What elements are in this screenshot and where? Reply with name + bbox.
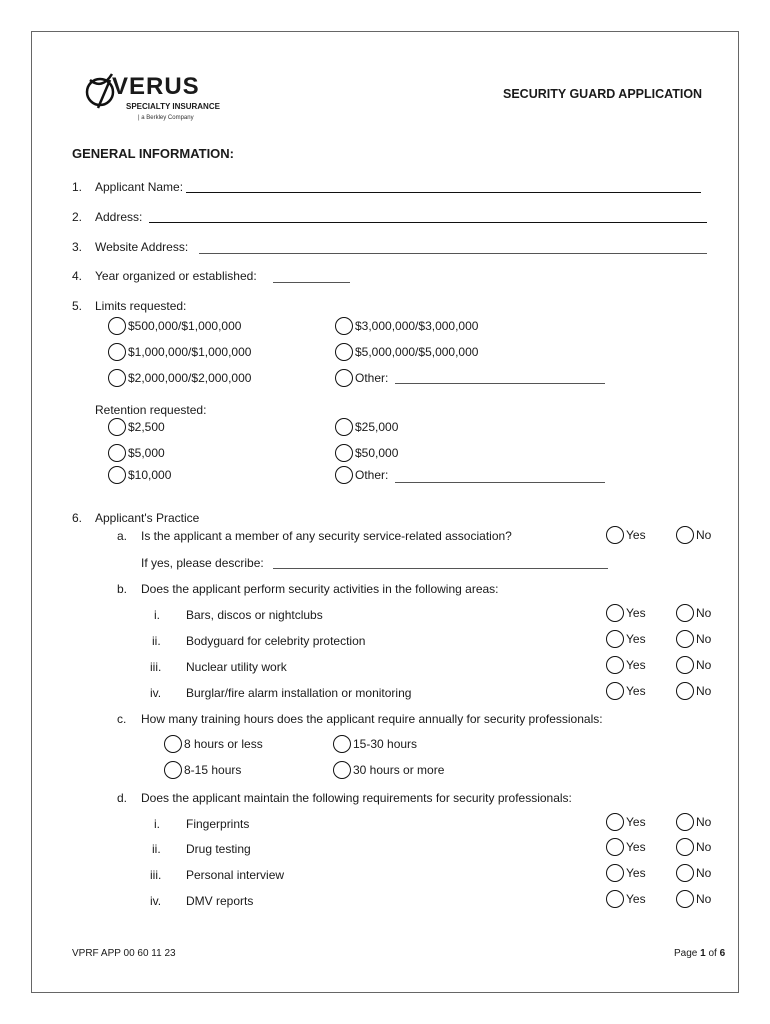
radio-icon[interactable] [335, 369, 353, 387]
page-of: of [708, 948, 717, 959]
radio-icon[interactable] [606, 890, 624, 908]
radio-icon[interactable] [676, 864, 694, 882]
q6b-item-number: iv. [150, 686, 162, 700]
q2-label: Address: [95, 210, 143, 224]
q5-number: 5. [72, 299, 83, 313]
radio-icon[interactable] [335, 418, 353, 436]
q6-label: Applicant's Practice [95, 511, 200, 525]
radio-icon[interactable] [676, 526, 694, 544]
q6d-item-text: Personal interview [186, 868, 285, 882]
radio-icon[interactable] [108, 369, 126, 387]
radio-icon[interactable] [676, 682, 694, 700]
radio-icon[interactable] [606, 838, 624, 856]
footer-page-number [674, 948, 725, 960]
retention-label: Retention requested: [95, 403, 207, 417]
logo-brand: VERUS [112, 73, 200, 100]
radio-icon[interactable] [335, 444, 353, 462]
radio-icon[interactable] [606, 656, 624, 674]
q6b-letter: b. [117, 582, 128, 596]
address-field[interactable] [149, 222, 707, 223]
q6d-text: Does the applicant maintain the following requirements for security professionals: [141, 791, 572, 805]
radio-icon[interactable] [606, 682, 624, 700]
radio-icon[interactable] [335, 466, 353, 484]
q6d-item-number: iv. [150, 894, 162, 908]
q6d-item-number: i. [154, 817, 160, 831]
q6b-item-text: Bars, discos or nightclubs [186, 608, 323, 622]
q5-label: Limits requested: [95, 299, 187, 313]
page-total: 6 [719, 948, 726, 959]
q6a-text: Is the applicant a member of any security service-related association? [141, 529, 512, 543]
q1-label: Applicant Name: [95, 180, 184, 194]
radio-icon[interactable] [606, 813, 624, 831]
q1-number: 1. [72, 180, 83, 194]
radio-icon[interactable] [676, 604, 694, 622]
page-current: 1 [700, 948, 706, 959]
q6-number: 6. [72, 511, 83, 525]
radio-icon[interactable] [606, 864, 624, 882]
radio-icon[interactable] [335, 343, 353, 361]
verus-logo [82, 72, 232, 124]
website-field[interactable] [199, 253, 707, 254]
section-title: GENERAL INFORMATION: [72, 146, 235, 161]
footer-form-code: VPRF APP 00 60 11 23 [72, 948, 176, 959]
q4-number: 4. [72, 269, 83, 283]
q6a-describe-label: If yes, please describe: [141, 556, 264, 570]
radio-icon[interactable] [606, 526, 624, 544]
q6b-item-text: Nuclear utility work [186, 660, 287, 674]
q6b-item-text: Bodyguard for celebrity protection [186, 634, 366, 648]
radio-icon[interactable] [108, 444, 126, 462]
radio-icon[interactable] [676, 630, 694, 648]
q6d-item-text: Drug testing [186, 842, 251, 856]
form-title: SECURITY GUARD APPLICATION [503, 87, 703, 101]
radio-icon[interactable] [676, 890, 694, 908]
q6d-item-number: iii. [150, 868, 162, 882]
radio-icon[interactable] [606, 604, 624, 622]
radio-icon[interactable] [164, 735, 182, 753]
retention-other-field[interactable] [395, 482, 605, 483]
q6d-item-text: DMV reports [186, 894, 254, 908]
radio-icon[interactable] [676, 813, 694, 831]
radio-icon[interactable] [108, 418, 126, 436]
q6c-letter: c. [117, 712, 127, 726]
q6b-item-number: iii. [150, 660, 162, 674]
limit-other-field[interactable] [395, 383, 605, 384]
q6b-item-text: Burglar/fire alarm installation or monitoring [186, 686, 412, 700]
radio-icon[interactable] [606, 630, 624, 648]
radio-icon[interactable] [335, 317, 353, 335]
q6d-item-number: ii. [152, 842, 161, 856]
radio-icon[interactable] [108, 466, 126, 484]
year-established-field[interactable] [273, 282, 350, 283]
q3-label: Website Address: [95, 240, 189, 254]
q6d-item-text: Fingerprints [186, 817, 250, 831]
radio-icon[interactable] [333, 735, 351, 753]
q6a-letter: a. [117, 529, 128, 543]
radio-icon[interactable] [164, 761, 182, 779]
radio-icon[interactable] [676, 838, 694, 856]
applicant-name-field[interactable] [186, 192, 701, 193]
radio-icon[interactable] [676, 656, 694, 674]
q6d-letter: d. [117, 791, 128, 805]
q3-number: 3. [72, 240, 83, 254]
radio-icon[interactable] [108, 317, 126, 335]
q6c-text: How many training hours does the applicant require annually for security professionals: [141, 712, 603, 726]
page-prefix: Page [674, 948, 698, 959]
q4-label: Year organized or established: [95, 269, 257, 283]
logo-subtitle: SPECIALTY INSURANCE [126, 102, 220, 111]
q6b-item-number: ii. [152, 634, 161, 648]
radio-icon[interactable] [333, 761, 351, 779]
q6a-describe-field[interactable] [273, 568, 608, 569]
radio-icon[interactable] [108, 343, 126, 361]
q2-number: 2. [72, 210, 83, 224]
q6b-text: Does the applicant perform security activities in the following areas: [141, 582, 499, 596]
logo-tagline: | a Berkley Company [138, 115, 194, 121]
q6b-item-number: i. [154, 608, 160, 622]
